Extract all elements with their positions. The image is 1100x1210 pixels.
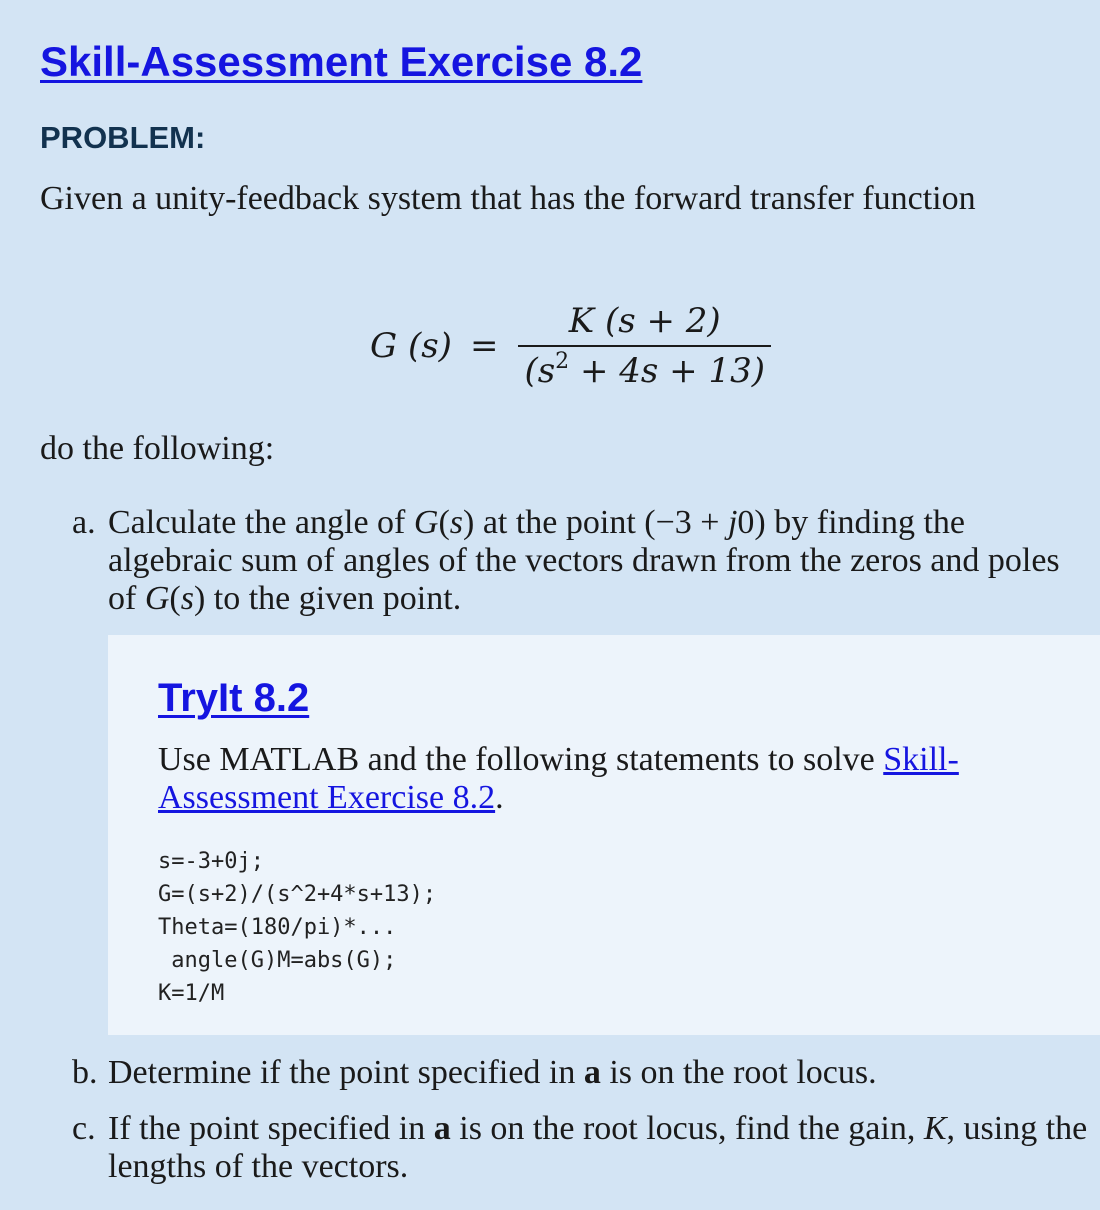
- equation-numerator: K (s + 2): [568, 301, 721, 341]
- tryit-text-2: .: [495, 779, 504, 816]
- item-a-text-2: (: [438, 504, 450, 541]
- transfer-function-equation: [370, 296, 771, 396]
- list-item-b: [72, 1054, 1088, 1092]
- item-a-text-5: (: [169, 580, 181, 617]
- item-a-var-2: s: [180, 580, 194, 617]
- item-a-var-j: j: [727, 504, 738, 541]
- item-b-text-2: is on the root locus.: [600, 1054, 877, 1091]
- item-c-text-3: , using the lengths of the vectors.: [108, 1110, 1088, 1185]
- item-a-text-1: Calculate the angle of: [108, 504, 414, 541]
- denominator-open: (s: [524, 351, 556, 391]
- exercise-link[interactable]: Skill-Assessment Exercise 8.2: [158, 741, 959, 816]
- problem-intro: Given a unity-feedback system that has the forward transfer function: [40, 180, 976, 217]
- item-a-func-1: G: [413, 504, 439, 541]
- item-c-text-2: is on the root locus, find the gain,: [450, 1110, 924, 1147]
- denominator-rest: + 4s + 13): [569, 351, 765, 391]
- denominator-exponent: 2: [555, 349, 570, 374]
- item-a-text-3: ) at the point (−3 +: [463, 504, 728, 541]
- tryit-text-1: Use MATLAB and the following statements to solve: [158, 741, 884, 778]
- item-b-text-1: Determine if the point specified in: [108, 1054, 584, 1091]
- list-label-c: c.: [72, 1110, 96, 1147]
- item-c-bold: a: [433, 1110, 451, 1147]
- list-item-c: [72, 1110, 1088, 1186]
- item-c-var-k: K: [923, 1110, 947, 1147]
- instructions-lead: do the following:: [40, 430, 275, 467]
- item-a-var-1: s: [449, 504, 463, 541]
- list-item-a: [72, 504, 1088, 618]
- tryit-title[interactable]: TryIt 8.2: [158, 676, 310, 720]
- tryit-description: [158, 741, 1058, 817]
- matlab-code-block: s=-3+0j; G=(s+2)/(s^2+4*s+13); Theta=(180/pi)*... angle(G)M=abs(G); K=1/M: [158, 849, 437, 1006]
- item-a-func-2: G: [144, 580, 170, 617]
- list-label-a: a.: [72, 504, 96, 541]
- item-c-text-1: If the point specified in: [108, 1110, 434, 1147]
- equation-denominator: [518, 345, 771, 391]
- item-a-text-6: ) to the given point.: [193, 580, 462, 617]
- problem-heading: PROBLEM:: [40, 120, 206, 155]
- equation-fraction: [518, 301, 771, 391]
- item-b-bold: a: [583, 1054, 601, 1091]
- equation-equals: =: [469, 326, 499, 366]
- exercise-title[interactable]: Skill-Assessment Exercise 8.2: [40, 38, 643, 85]
- tryit-box: [108, 635, 1100, 1035]
- item-a-text-4: 0) by finding the algebraic sum of angles of the vectors drawn from the zeros and poles of: [108, 504, 1060, 617]
- equation-lhs: G (s): [370, 326, 452, 366]
- list-label-b: b.: [72, 1054, 98, 1091]
